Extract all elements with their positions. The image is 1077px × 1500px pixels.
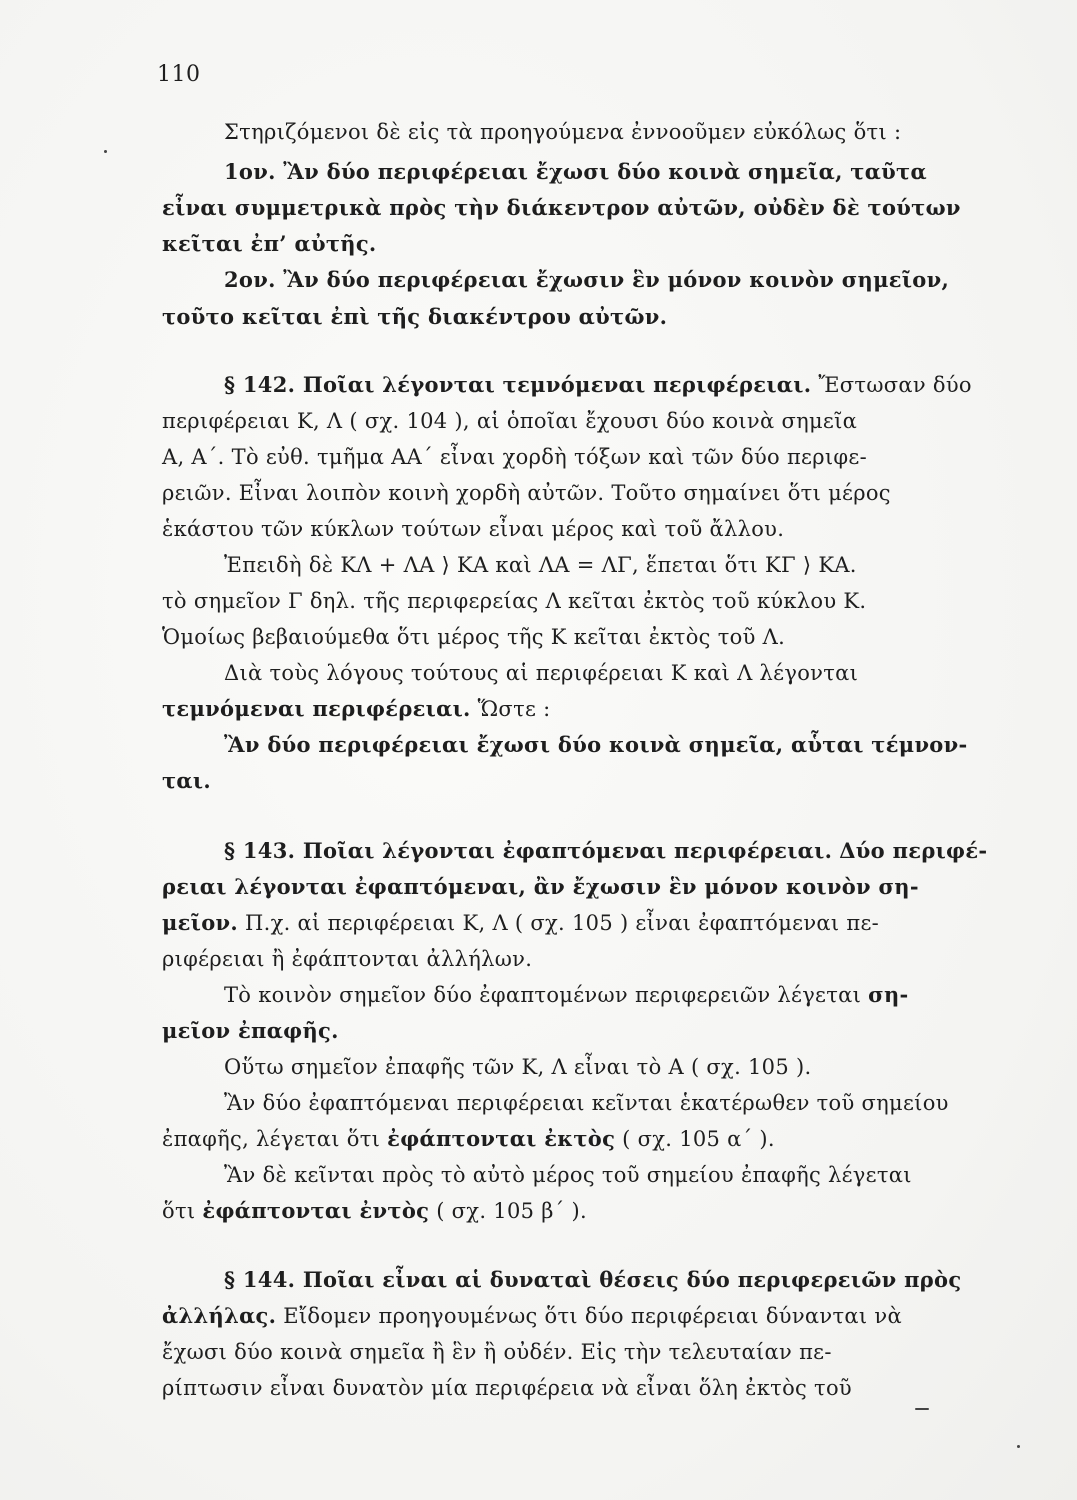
property-1-line: εἶναι συμμετρικὰ πρὸς τὴν διάκεντρον αὐτῶν, οὐδὲν δὲ τούτων [162, 195, 961, 220]
section-144-heading: § 144. Ποῖαι εἶναι αἱ δυναταὶ θέσεις δύο περιφερειῶν πρὸς [224, 1267, 962, 1292]
rule-line: ται. [162, 768, 211, 793]
property-2-line: 2ον. Ἂν δύο περιφέρειαι ἔχωσιν ἓν μόνον κοινὸν σημεῖον, [224, 267, 950, 292]
paragraph-line: τὸ σημεῖον Γ δηλ. τῆς περιφερείας Λ κεῖται ἐκτὸς τοῦ κύκλου Κ. [162, 589, 867, 613]
paragraph-line [162, 1196, 1022, 1226]
section-143-heading: § 143. Ποῖαι λέγονται ἐφαπτόμεναι περιφέρειαι. [224, 838, 833, 863]
definition-line [162, 908, 1022, 938]
term-contact-point: ση- [868, 982, 909, 1007]
scan-speck [1017, 1445, 1020, 1448]
definition: Δύο περιφέ- [839, 838, 988, 863]
paragraph-line: ρίπτωσιν εἶναι δυνατὸν μία περιφέρεια νὰ εἶναι ὅλη ἐκτὸς τοῦ [162, 1376, 852, 1400]
section-143-first-line [224, 836, 1024, 866]
paragraph-line: ἑκάστου τῶν κύκλων τούτων εἶναι μέρος καὶ τοῦ ἄλλου. [162, 517, 785, 541]
text: Εἴδομεν προηγουμένως ὅτι δύο περιφέρειαι δύνανται νὰ [283, 1304, 902, 1328]
term-line [162, 694, 1022, 724]
paragraph-line [224, 980, 1024, 1010]
text: Π.χ. αἱ περιφέρειαι Κ, Λ ( σχ. 105 ) εἶναι ἐφαπτόμεναι πε- [244, 911, 880, 935]
property-1-line: κεῖται ἐπ’ αὐτῆς. [162, 231, 377, 256]
paragraph-line: ἔχωσι δύο κοινὰ σημεῖα ἢ ἓν ἢ οὐδέν. Εἰς τὴν τελευταίαν πε- [162, 1340, 832, 1364]
paragraph-line: περιφέρειαι Κ, Λ ( σχ. 104 ), αἱ ὁποῖαι ἔχουσι δύο κοινὰ σημεῖα [162, 409, 858, 433]
term-contact-point: μεῖον ἐπαφῆς. [162, 1018, 339, 1043]
paragraph-line: ριφέρειαι ἢ ἐφάπτονται ἀλλήλων. [162, 947, 533, 971]
text: Ἔστωσαν δύο [818, 373, 972, 397]
term-tearing-circles: τεμνόμεναι περιφέρειαι. [162, 696, 471, 721]
term-external-tangent: ἐφάπτονται ἐκτὸς [387, 1126, 616, 1151]
definition-line: ρειαι λέγονται ἐφαπτόμεναι, ἂν ἔχωσιν ἓν μόνον κοινὸν ση- [162, 874, 919, 899]
paragraph-line: Ἂν δὲ κεῖνται πρὸς τὸ αὐτὸ μέρος τοῦ σημείου ἐπαφῆς λέγεται [224, 1163, 912, 1187]
paragraph-line: Ἂν δύο ἐφαπτόμεναι περιφέρειαι κεῖνται ἑκατέρωθεν τοῦ σημείου [224, 1091, 949, 1115]
text: Τὸ κοινὸν σημεῖον δύο ἐφαπτομένων περιφερειῶν λέγεται [224, 983, 862, 1007]
paragraph-line: Οὕτω σημεῖον ἐπαφῆς τῶν Κ, Λ εἶναι τὸ Α ( σχ. 105 ). [224, 1055, 812, 1079]
rule-line: Ἂν δύο περιφέρειαι ἔχωσι δύο κοινὰ σημεῖα, αὗται τέμνον- [224, 732, 968, 757]
scan-speck [104, 150, 107, 153]
scan-speck [915, 1408, 929, 1410]
paragraph-line: Ἐπειδὴ δὲ ΚΛ + ΛΑ ⟩ ΚΑ καὶ ΛΑ = ΛΓ, ἕπεται ὅτι ΚΓ ⟩ ΚΑ. [224, 553, 857, 577]
paragraph-line: Ὁμοίως βεβαιούμεθα ὅτι μέρος τῆς Κ κεῖται ἐκτὸς τοῦ Λ. [162, 625, 786, 649]
text: ἐπαφῆς, λέγεται ὅτι [162, 1127, 381, 1151]
section-144-heading: ἀλλήλας. [162, 1303, 277, 1328]
text: ( σχ. 105 α΄ ). [622, 1127, 775, 1151]
text: Ὥστε : [477, 697, 551, 721]
term-internal-tangent: ἐφάπτονται ἐντὸς [202, 1198, 430, 1223]
paragraph-line: Διὰ τοὺς λόγους τούτους αἱ περιφέρειαι Κ καὶ Λ λέγονται [224, 661, 859, 685]
paragraph-line: Α, Α΄. Τὸ εὐθ. τμῆμα ΑΑ΄ εἶναι χορδὴ τόξων καὶ τῶν δύο περιφε- [162, 445, 867, 469]
page-number: 110 [157, 62, 201, 87]
text: ὅτι [162, 1199, 196, 1223]
paragraph-line [162, 1301, 1022, 1331]
paragraph-line [162, 1124, 1022, 1154]
text: ( σχ. 105 β΄ ). [436, 1199, 587, 1223]
definition: μεῖον. [162, 910, 238, 935]
property-2-line: τοῦτο κεῖται ἐπὶ τῆς διακέντρου αὐτῶν. [162, 304, 668, 329]
section-142-heading: § 142. Ποῖαι λέγονται τεμνόμεναι περιφέρειαι. [224, 372, 812, 397]
property-1-line: 1ον. Ἂν δύο περιφέρειαι ἔχωσι δύο κοινὰ σημεῖα, ταῦτα [224, 159, 927, 184]
paragraph-line: ρειῶν. Εἶναι λοιπὸν κοινὴ χορδὴ αὐτῶν. Τοῦτο σημαίνει ὅτι μέρος [162, 481, 891, 505]
intro-line: Στηριζόμενοι δὲ εἰς τὰ προηγούμενα ἐννοοῦμεν εὐκόλως ὅτι : [224, 120, 902, 144]
section-142-first-line [224, 370, 1024, 400]
